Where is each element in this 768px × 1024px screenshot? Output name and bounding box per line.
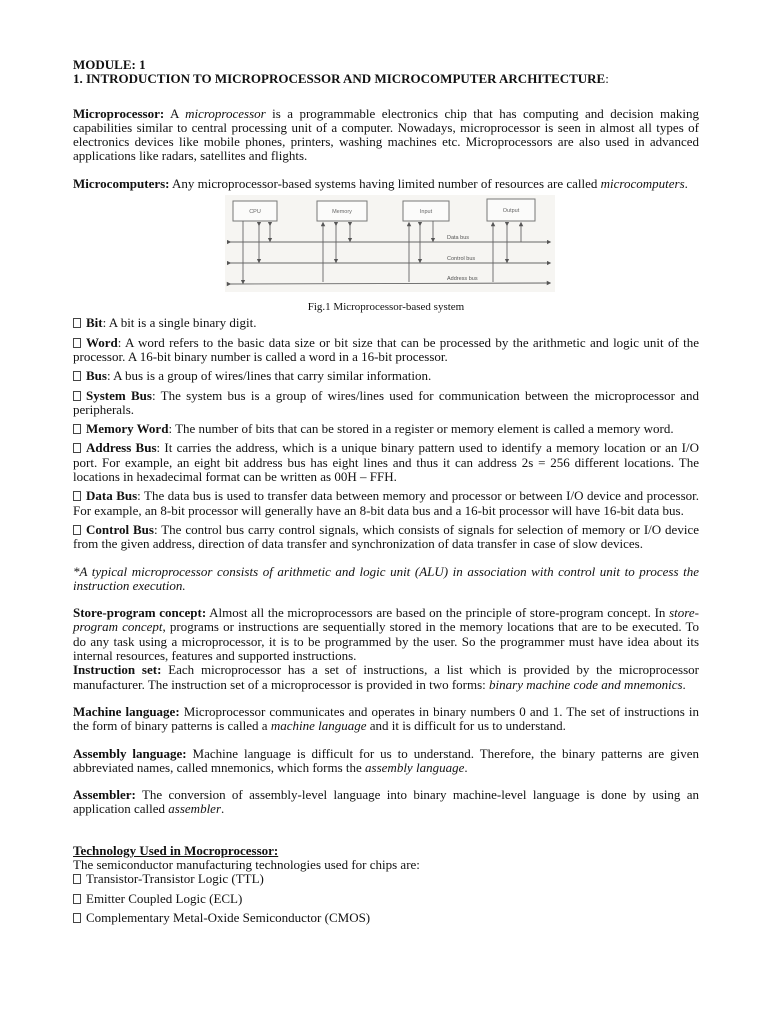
technology-intro: The semiconductor manufacturing technologies used for chips are: <box>73 856 420 872</box>
technology-list <box>73 872 699 925</box>
bullet-box-icon <box>73 894 81 904</box>
block-memory-label: Memory <box>332 209 352 216</box>
machine-language-paragraph: Machine language: Microprocessor communicates and operates in binary numbers 0 and 1. The set of instructions in the form of binary patterns is called a machine language and it is difficult for us to understand. <box>73 703 699 734</box>
bullet-box-icon <box>73 391 81 401</box>
bullet-box-icon <box>73 443 81 453</box>
microprocessor-paragraph: Microprocessor: A microprocessor is a programmable electronics chip that has computing and decision making capabilities similar to central processing unit of a computer. Nowadays, microprocessor is seen in almost all types of electronics devices like mobile phones, printers, washing machines etc. Microprocessors are also used in advanced applications like radars, satellites and flights. <box>73 105 699 164</box>
data-bus-label: Data bus <box>447 235 470 242</box>
module-label: MODULE: 1 <box>73 57 146 72</box>
definitions-list <box>73 316 699 551</box>
bullet-box-icon <box>73 424 81 434</box>
block-cpu-label: CPU <box>249 209 261 216</box>
technology-item-cmos: Complementary Metal-Oxide Semiconductor (CMOS) <box>73 911 699 925</box>
microcomputers-paragraph: Microcomputers: Any microprocessor-based systems having limited number of resources are called microcomputers. <box>73 175 688 191</box>
definition-bus: Bus: A bus is a group of wires/lines that carry similar information. <box>73 369 699 383</box>
definition-control-bus: Control Bus: The control bus carry control signals, which consists of signals for selection of memory or I/O device from the given address, direction of data transfer and synchronization of data transfer in case of slow devices. <box>73 521 699 552</box>
control-bus-label: Control bus <box>447 256 476 263</box>
store-program-paragraph: Store-program concept: Almost all the microprocessors are based on the principle of store-program concept. In store-program concept, programs or instructions are sequentially stored in the memory locations that are to be executed. To do any task using a microprocessor, it is to be programmed by the user. So the programmer must have idea about its internal resources, features and supported instructions. <box>73 605 699 664</box>
block-input-label: Input <box>419 209 433 216</box>
bus-diagram-svg <box>225 195 555 292</box>
technology-item-ttl: Transistor-Transistor Logic (TTL) <box>73 872 699 886</box>
definition-word: Word: A word refers to the basic data size or bit size that can be processed by the arithmetic and logic unit of the processor. A 16-bit binary number is called a word in a 16-bit processor. <box>73 334 699 364</box>
document-page <box>73 58 699 925</box>
bullet-box-icon <box>73 338 81 348</box>
bullet-box-icon <box>73 371 81 381</box>
definition-address-bus: Address Bus: It carries the address, which is a unique binary pattern used to identify a memory location or an I/O port. For example, an eight bit address bus has eight lines and thus it can address 2s = 256 different locations. The locations in hexadecimal format can be written as 00H – FFH. <box>73 440 700 485</box>
bullet-box-icon <box>73 491 81 501</box>
address-bus-label: Address bus <box>447 276 478 283</box>
bullet-box-icon <box>73 913 81 923</box>
bullet-box-icon <box>73 874 81 884</box>
assembler-paragraph: Assembler: The conversion of assembly-level language into binary machine-level language is done by using an application called assembler. <box>73 787 699 817</box>
technology-heading: Technology Used in Mocroprocessor: <box>73 842 279 858</box>
bullet-box-icon <box>73 525 81 535</box>
definition-data-bus: Data Bus: The data bus is used to transfer data between memory and processor or between I/O device and processor. For example, an 8-bit processor will generally have an 8-bit data bus and a 16-bit processor will have 16-bit data bus. <box>73 488 699 518</box>
assembly-language-paragraph: Assembly language: Machine language is difficult for us to understand. Therefore, the binary patterns are given abbreviated names, called mnemonics, which forms the assembly language. <box>73 745 699 775</box>
block-output-label: Output <box>502 208 520 215</box>
instruction-set-paragraph: Instruction set: Each microprocessor has a set of instructions, a list which is provided by the microprocessor manufacturer. The instruction set of a microprocessor is provided in two forms: binary machine code and mnemonics. <box>73 662 699 692</box>
technology-item-ecl: Emitter Coupled Logic (ECL) <box>73 892 699 906</box>
bullet-box-icon <box>73 318 81 328</box>
definition-system-bus: System Bus: The system bus is a group of wires/lines used for communication between the microprocessor and peripherals. <box>73 387 700 417</box>
figure-caption: Fig.1 Microprocessor-based system <box>307 301 465 314</box>
definition-memory-word: Memory Word: The number of bits that can be stored in a register or memory element is called a memory word. <box>73 422 699 436</box>
microprocessor-system-diagram <box>225 195 555 292</box>
alu-note: *A typical microprocessor consists of arithmetic and logic unit (ALU) in association with control unit to process the instruction execution. <box>73 563 699 593</box>
page-title: 1. INTRODUCTION TO MICROPROCESSOR AND MICROCOMPUTER ARCHITECTURE: <box>73 71 609 87</box>
definition-bit: Bit: A bit is a single binary digit. <box>73 316 699 330</box>
